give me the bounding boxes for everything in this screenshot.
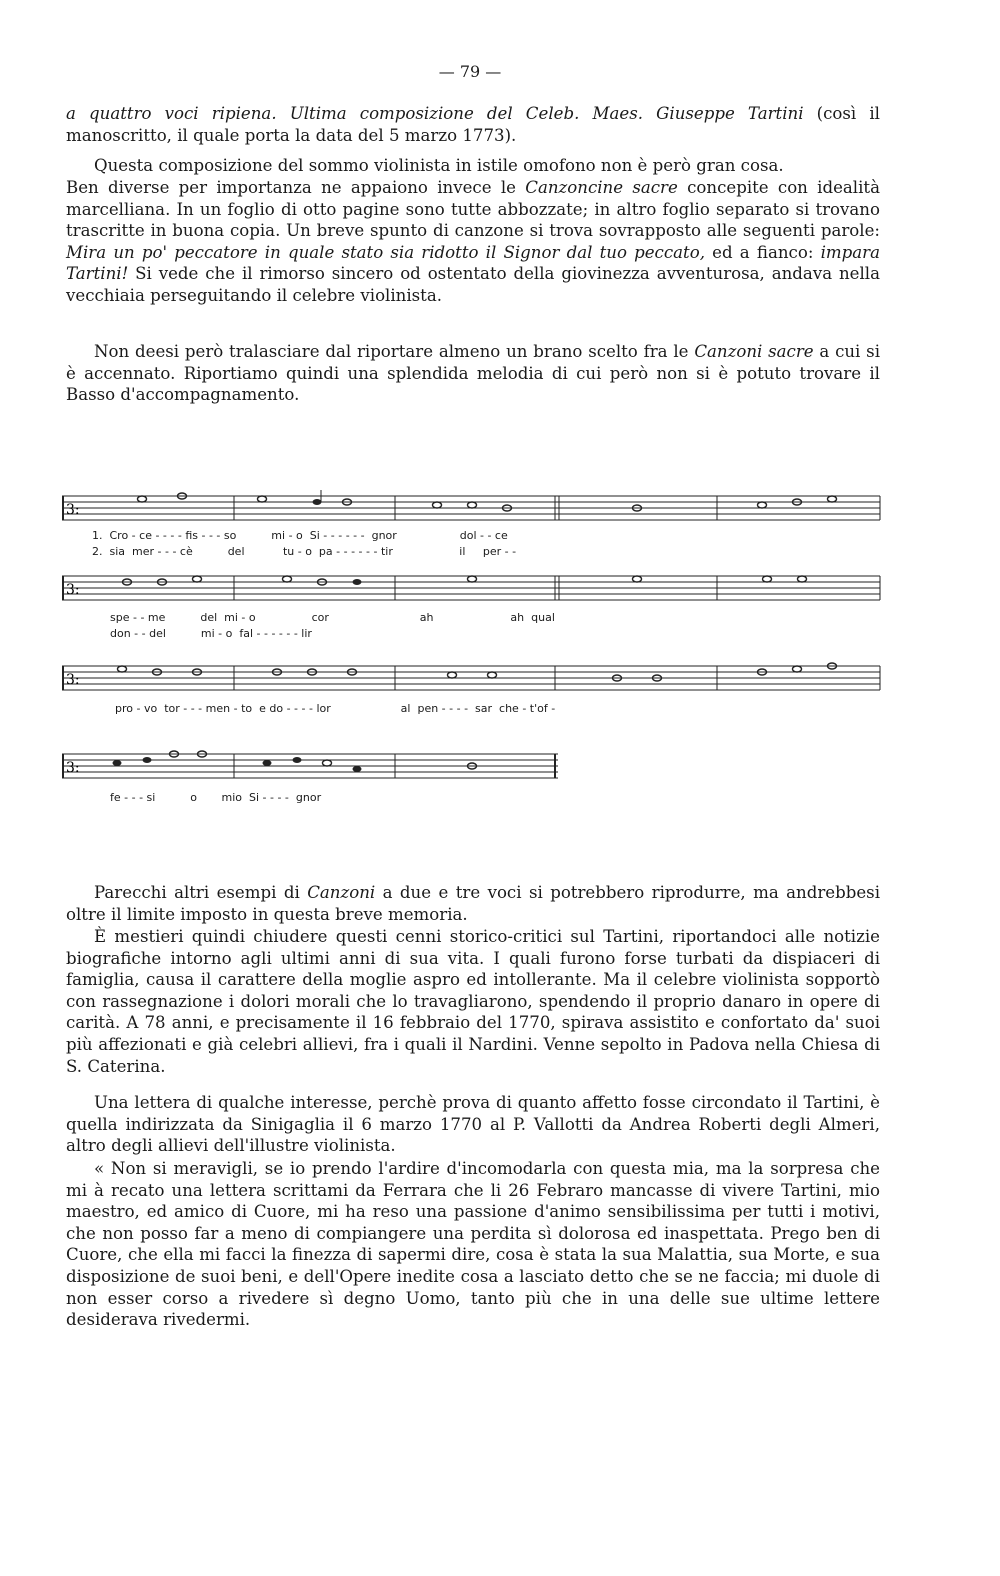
- intro-italic: a quattro voci ripiena. Ultima composizione del Celeb. Maes. Giuseppe Tartini: [66, 104, 804, 123]
- music-staff-3: [62, 660, 882, 700]
- bass-clef-2: 3:: [66, 582, 80, 598]
- p3-b: Canzoncine sacre: [525, 178, 678, 197]
- paragraph-2: Questa composizione del sommo violinista in istile omofono non è però gran cosa.: [94, 156, 784, 175]
- lyrics-line3-verse1: pro - vo tor - - - men - to e do - - - - lor al pen - - - - sar che - t'of -: [115, 702, 556, 715]
- p3-f: impara Tartini!: [66, 242, 880, 284]
- page-number: — 79 —: [438, 62, 502, 81]
- bass-clef-3: 3:: [66, 672, 80, 688]
- p4-c: a cui si è accennato. Riportiamo quindi una splendida melodia di cui però non si è potuto trovare il Basso d'accompagnamento.: [66, 342, 880, 405]
- lyrics-line2-verse1: spe - - me del mi - o cor ah ah qual: [110, 611, 555, 624]
- paragraph-8: « Non si meravigli, se io prendo l'ardire d'incomodarla con questa mia, ma la sorpresa che mi à recato una lettera scrittami da Ferrara che li 26 Febraro mancasse di vivere Tartini, mio maestro, ed amico di Cuore, mi ha reso una passione d'animo sensibilissima per tutti i motivi, che non posso far a meno di compiangere una perdita sì dolorosa ed inaspettata. Prego ben di Cuore, che ella mi facci la finezza di sapermi dire, cosa è stata la sua Malattia, sua Morte, e sua disposizione de suoi beni, e dell'Opere inedite cosa a lasciato detto che se ne faccia; mi duole di non esser corso a rivedere sì degno Uomo, tanto più che in una delle sue ultime lettere desiderava rivedermi.: [66, 1159, 880, 1330]
- p5-c: a due e tre voci si potrebbero riprodurre, ma andrebbesi oltre il limite imposto in questa breve memoria.: [66, 883, 880, 924]
- lyrics-line1-verse1: 1. Cro - ce - - - - fis - - - so mi - o Si - - - - - - gnor dol - - ce: [92, 529, 508, 542]
- intro-text: (così il manoscritto, il quale porta la data del 5 marzo 1773).: [66, 104, 880, 145]
- p5-b: Canzoni: [307, 883, 376, 902]
- intro-paragraph: [66, 103, 880, 146]
- lyrics-line4-verse1: fe - - - si o mio Si - - - - gnor: [110, 791, 322, 804]
- p4-b: Canzoni sacre: [694, 342, 814, 361]
- p5-a: Parecchi altri esempi di: [94, 883, 308, 902]
- p3-d: Mira un po' peccatore in quale stato sia ridotto il Signor dal tuo peccato,: [66, 242, 705, 262]
- p3-a: Ben diverse per importanza ne appaiono invece le: [66, 178, 526, 197]
- lyrics-line2-verse2: don - - del mi - o fal - - - - - - lir: [110, 627, 312, 640]
- paragraph-5: [66, 882, 880, 925]
- lyrics-line1-verse2: 2. sia mer - - - cè del tu - o pa - - - - - - tir il per - -: [92, 545, 517, 558]
- p3-e: ed a fianco:: [704, 242, 821, 262]
- paragraph-4: [66, 341, 880, 406]
- p3-g: Si vede che il rimorso sincero od ostentato della giovinezza avventurosa, andava nella vecchiaia perseguitando il celebre violinista.: [66, 264, 880, 305]
- music-staff-1: [62, 490, 882, 530]
- music-staff-4: [62, 748, 562, 788]
- paragraph-6: È mestieri quindi chiudere questi cenni storico-critici sul Tartini, riportandoci alle notizie biografiche intorno agli ultimi anni di sua vita. I quali furono forse turbati da dispiaceri di famiglia, causa il carattere della moglie aspro ed intollerante. Ma il celebre violinista sopportò con rassegnazione i dolori morali che lo travagliarono, spendendo il proprio danaro in opere di carità. A 78 anni, e precisamente il 16 febbraio del 1770, spirava assistito e confortato da' suoi più affezionati e già celebri allievi, fra i quali il Nardini. Venne sepolto in Padova nella Chiesa di S. Caterina.: [66, 927, 880, 1076]
- p4-a: Non deesi però tralasciare dal riportare almeno un brano scelto fra le: [94, 342, 695, 361]
- bass-clef: 3:: [66, 502, 80, 518]
- music-staff-2: [62, 570, 882, 610]
- paragraph-7: Una lettera di qualche interesse, perchè prova di quanto affetto fosse circondato il Tartini, è quella indirizzata da Sinigaglia il 6 marzo 1770 al P. Vallotti da Andrea Roberti degli Almeri, altro degli allievi dell'illustre violinista.: [66, 1093, 880, 1156]
- p3-c: concepite con idealità marcelliana. In un foglio di otto pagine sono tutte abbozzate; in altro foglio separato si trovano trascritte in buona copia. Un breve spunto di canzone si trova sovrapposto alle seguenti parole:: [66, 178, 880, 241]
- paragraph-3: [66, 177, 880, 307]
- bass-clef-4: 3:: [66, 760, 80, 776]
